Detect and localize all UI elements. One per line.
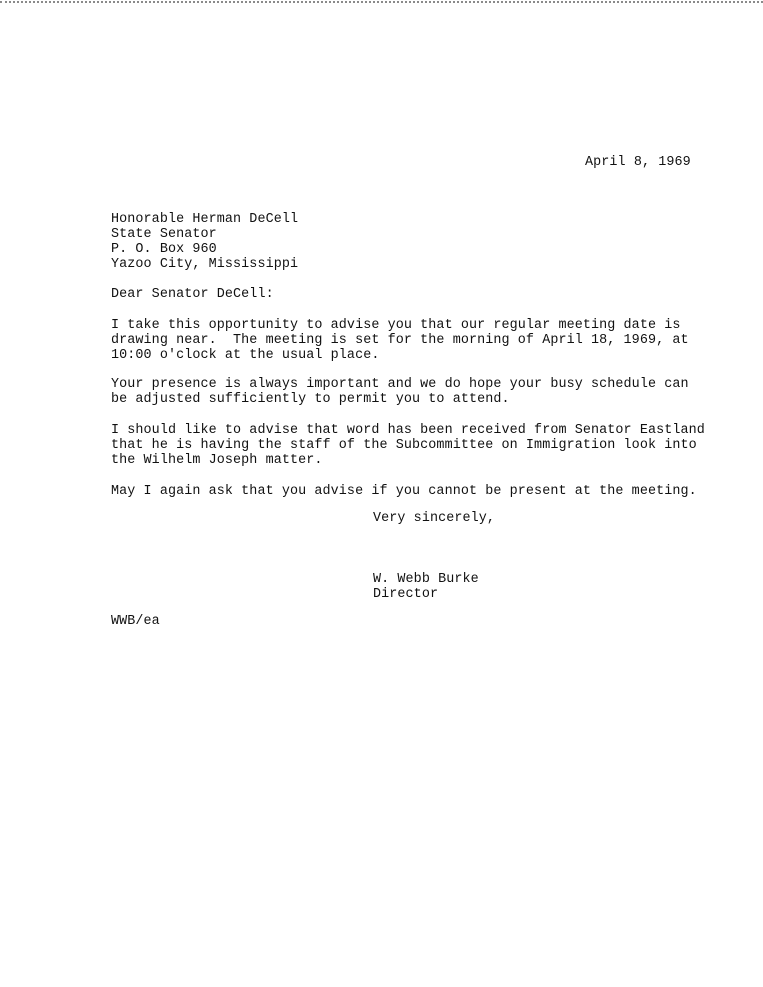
address-line: State Senator — [111, 227, 217, 242]
salutation: Dear Senator DeCell: — [111, 287, 274, 302]
top-dotted-border — [0, 1, 763, 3]
letter-date: April 8, 1969 — [585, 155, 691, 170]
paragraph-line: 10:00 o'clock at the usual place. — [111, 348, 380, 363]
reference-initials: WWB/ea — [111, 614, 160, 629]
paragraph-line: I take this opportunity to advise you that our regular meeting date is — [111, 318, 681, 333]
address-line: Yazoo City, Mississippi — [111, 257, 299, 272]
address-line: P. O. Box 960 — [111, 242, 217, 257]
signer-name: W. Webb Burke — [373, 572, 479, 587]
paragraph-line: Your presence is always important and we do hope your busy schedule can — [111, 377, 689, 392]
paragraph-line: drawing near. The meeting is set for the morning of April 18, 1969, at — [111, 333, 689, 348]
paragraph-line: be adjusted sufficiently to permit you to attend. — [111, 392, 510, 407]
closing: Very sincerely, — [373, 511, 496, 526]
paragraph-line: I should like to advise that word has been received from Senator Eastland — [111, 423, 705, 438]
signer-title: Director — [373, 587, 439, 602]
paragraph-line: May I again ask that you advise if you cannot be present at the meeting. — [111, 484, 697, 499]
paragraph-line: that he is having the staff of the Subcommittee on Immigration look into — [111, 438, 697, 453]
paragraph-line: the Wilhelm Joseph matter. — [111, 453, 323, 468]
address-line: Honorable Herman DeCell — [111, 212, 299, 227]
